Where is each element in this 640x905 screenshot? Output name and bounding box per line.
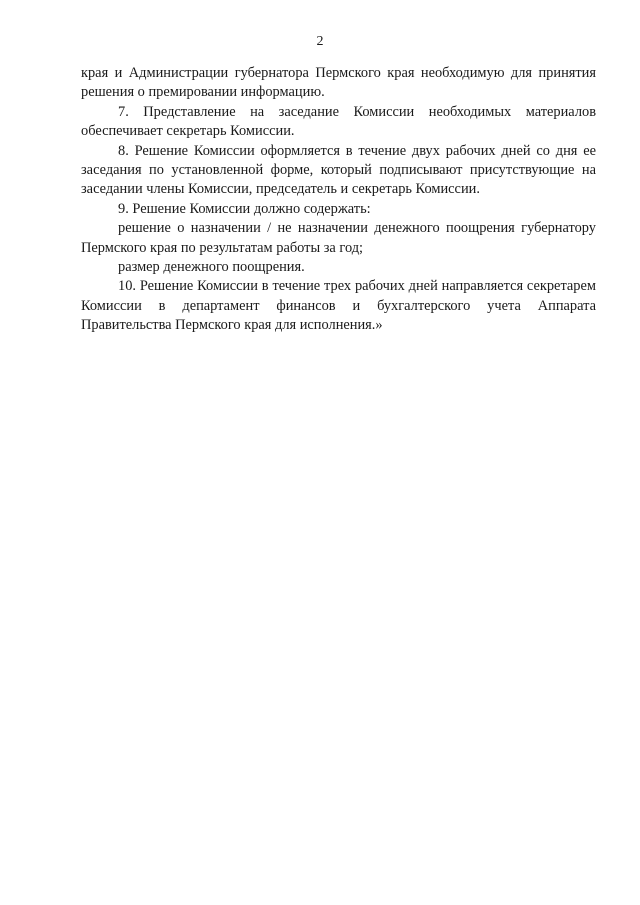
paragraph-item-10: 10. Решение Комиссии в течение трех рабочих дней направляется секретарем Комиссии в департамент финансов и бухгалтерского учета Аппарата Правительства Пермского края для исполнения.» bbox=[81, 278, 596, 334]
paragraph-item-7: 7. Представление на заседание Комиссии необходимых материалов обеспечивает секретарь Комиссии. bbox=[81, 103, 596, 140]
paragraph-reward-amount: размер денежного поощрения. bbox=[118, 259, 305, 276]
paragraph-item-9: 9. Решение Комиссии должно содержать: bbox=[118, 200, 371, 217]
paragraph-decision-content: решение о назначении / не назначении денежного поощрения губернатору Пермского края по результатам работы за год; bbox=[81, 220, 596, 256]
page-number: 2 bbox=[316, 34, 324, 49]
paragraph-continuation: края и Администрации губернатора Пермского края необходимую для принятия решения о премировании информацию. bbox=[81, 65, 596, 101]
paragraph-item-8: 8. Решение Комиссии оформляется в течение двух рабочих дней со дня ее заседания по установленной форме, который подписывают присутствующие на заседании члены Комиссии, председатель и секретарь Комиссии. bbox=[81, 142, 596, 198]
document-body bbox=[81, 64, 596, 336]
